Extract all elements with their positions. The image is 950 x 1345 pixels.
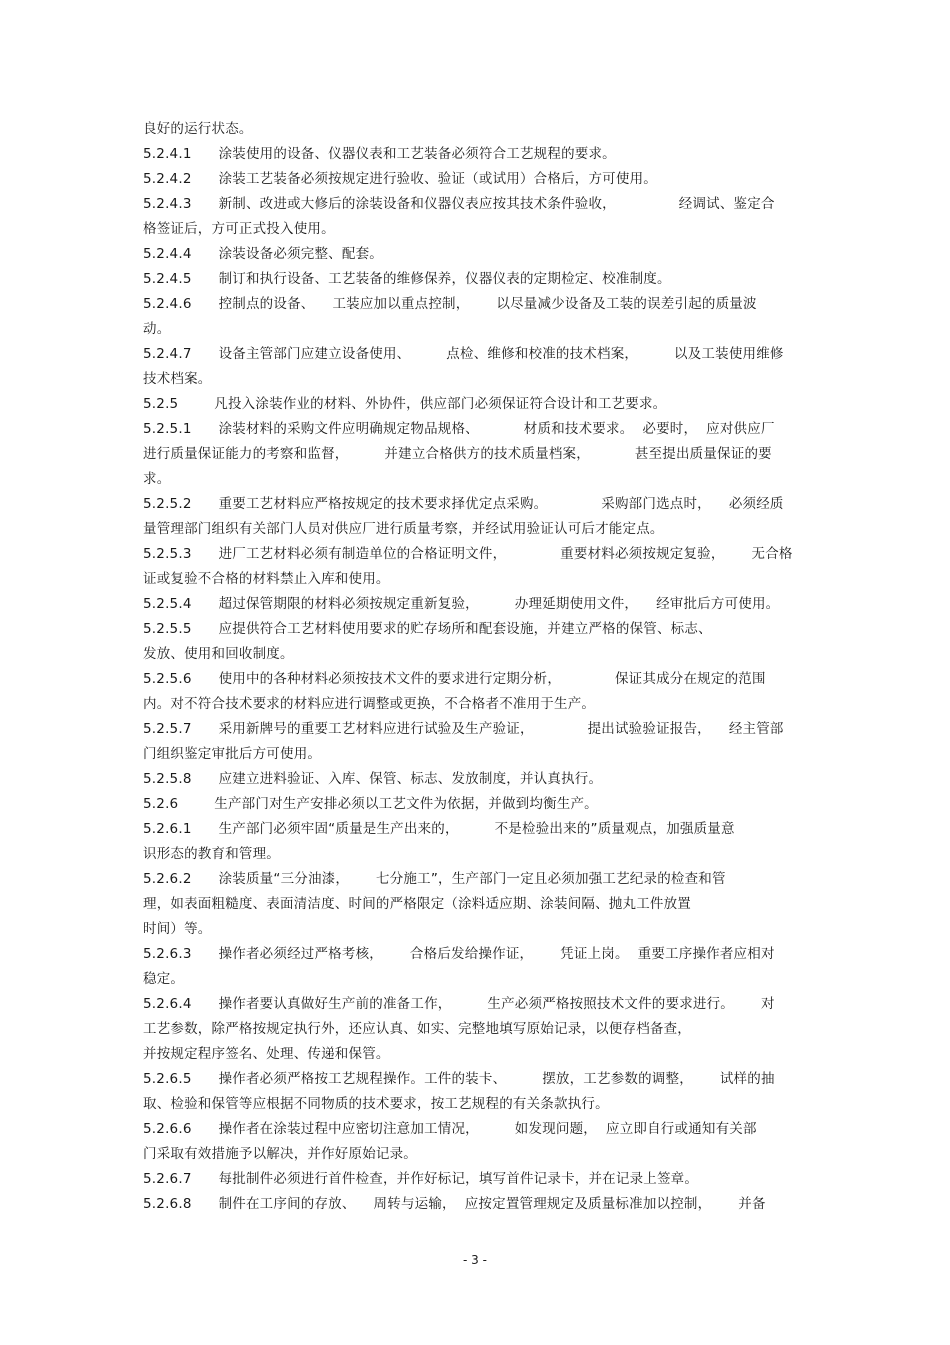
text-line: 5.2.5.2 重要工艺材料应严格按规定的技术要求择优定点采购。 采购部门选点时， 必须经质 (143, 496, 784, 512)
text-line: 5.2.6.4 操作者要认真做好生产前的准备工作， 生产必须严格按照技术文件的要求进行。 对 (143, 996, 775, 1012)
text-line: 求。 (143, 471, 171, 487)
text-line: 5.2.6.8 制件在工序间的存放、 周转与运输， 应按定置管理规定及质量标准加以控制， 并备 (143, 1196, 766, 1212)
text-line: 5.2.6.1 生产部门必须牢固“质量是生产出来的， 不是检验出来的”质量观点，加强质量意 (143, 821, 735, 837)
text-line: 5.2.4.3 新制、改进或大修后的涂装设备和仪器仪表应按其技术条件验收， 经调试、鉴定合 (143, 196, 775, 212)
text-line: 5.2.5.3 进厂工艺材料必须有制造单位的合格证明文件， 重要材料必须按规定复验， 无合格 (143, 546, 793, 562)
text-line: 内。对不符合技术要求的材料应进行调整或更换，不合格者不准用于生产。 (143, 696, 596, 712)
text-line: 稳定。 (143, 971, 185, 987)
text-line: 理，如表面粗糙度、表面清洁度、时间的严格限定（涂料适应期、涂装间隔、抛丸工件放置 (143, 896, 691, 912)
text-line: 动。 (143, 321, 171, 337)
text-line: 门采取有效措施予以解决，并作好原始记录。 (143, 1146, 417, 1162)
text-line: 并按规定程序签名、处理、传递和保管。 (143, 1046, 390, 1062)
text-line: 良好的运行状态。 (143, 121, 253, 137)
text-line: 发放、使用和回收制度。 (143, 646, 294, 662)
text-line: 5.2.6.6 操作者在涂装过程中应密切注意加工情况， 如发现问题， 应立即自行或通知有关部 (143, 1121, 757, 1137)
text-line: 5.2.5.8 应建立进料验证、入库、保管、标志、发放制度，并认真执行。 (143, 771, 603, 787)
text-line: 5.2.6.3 操作者必须经过严格考核， 合格后发给操作证， 凭证上岗。 重要工序操作者应相对 (143, 946, 775, 962)
text-line: 5.2.4.2 涂装工艺装备必须按规定进行验收、验证（或试用）合格后，方可使用。 (143, 171, 657, 187)
text-line: 5.2.6 生产部门对生产安排必须以工艺文件为依据，并做到均衡生产。 (143, 796, 598, 812)
text-line: 5.2.6.7 每批制件必须进行首件检查，并作好标记，填写首件记录卡，并在记录上签章。 (143, 1171, 699, 1187)
text-line: 工艺参数，除严格按规定执行外，还应认真、如实、完整地填写原始记录，以便存档备查， (143, 1021, 691, 1037)
text-line: 5.2.5.7 采用新牌号的重要工艺材料应进行试验及生产验证， 提出试验验证报告， 经主管部 (143, 721, 784, 737)
text-line: 5.2.4.7 设备主管部门应建立设备使用、 点检、维修和校准的技术档案， 以及工装使用维修 (143, 346, 784, 362)
text-line: 门组织鉴定审批后方可使用。 (143, 746, 322, 762)
text-line: 5.2.5 凡投入涂装作业的材料、外协件，供应部门必须保证符合设计和工艺要求。 (143, 396, 667, 412)
text-line: 进行质量保证能力的考察和监督， 并建立合格供方的技术质量档案， 甚至提出质量保证的要 (143, 446, 772, 462)
text-line: 5.2.4.6 控制点的设备、 工装应加以重点控制， 以尽量减少设备及工装的误差引起的质量波 (143, 296, 757, 312)
text-line: 时间）等。 (143, 921, 212, 937)
text-line: 5.2.5.1 涂装材料的采购文件应明确规定物品规格、 材质和技术要求。 必要时， 应对供应厂 (143, 421, 775, 437)
text-line: 5.2.5.5 应提供符合工艺材料使用要求的贮存场所和配套设施，并建立严格的保管、标志、 (143, 621, 712, 637)
text-line: 识形态的教育和管理。 (143, 846, 280, 862)
page-number: - 3 - (463, 1253, 487, 1267)
text-line: 证或复验不合格的材料禁止入库和使用。 (143, 571, 390, 587)
text-line: 5.2.4.1 涂装使用的设备、仪器仪表和工艺装备必须符合工艺规程的要求。 (143, 146, 616, 162)
text-line: 取、检验和保管等应根据不同物质的技术要求，按工艺规程的有关条款执行。 (143, 1096, 609, 1112)
text-line: 5.2.5.6 使用中的各种材料必须按技术文件的要求进行定期分析， 保证其成分在规定的范围 (143, 671, 766, 687)
text-line: 5.2.6.5 操作者必须严格按工艺规程操作。工件的装卡、 摆放，工艺参数的调整， 试样的抽 (143, 1071, 775, 1087)
text-line: 5.2.4.4 涂装设备必须完整、配套。 (143, 246, 383, 262)
text-line: 格签证后，方可正式投入使用。 (143, 221, 335, 237)
text-line: 5.2.5.4 超过保管期限的材料必须按规定重新复验， 办理延期使用文件， 经审批后方可使用。 (143, 596, 780, 612)
body-text (143, 117, 808, 1217)
text-line: 量管理部门组织有关部门人员对供应厂进行质量考察，并经试用验证认可后才能定点。 (143, 521, 664, 537)
text-line: 技术档案。 (143, 371, 212, 387)
text-line: 5.2.4.5 制订和执行设备、工艺装备的维修保养，仪器仪表的定期检定、校准制度。 (143, 271, 671, 287)
text-line: 5.2.6.2 涂装质量“三分油漆， 七分施工”，生产部门一定且必须加强工艺纪录的检查和管 (143, 871, 726, 887)
